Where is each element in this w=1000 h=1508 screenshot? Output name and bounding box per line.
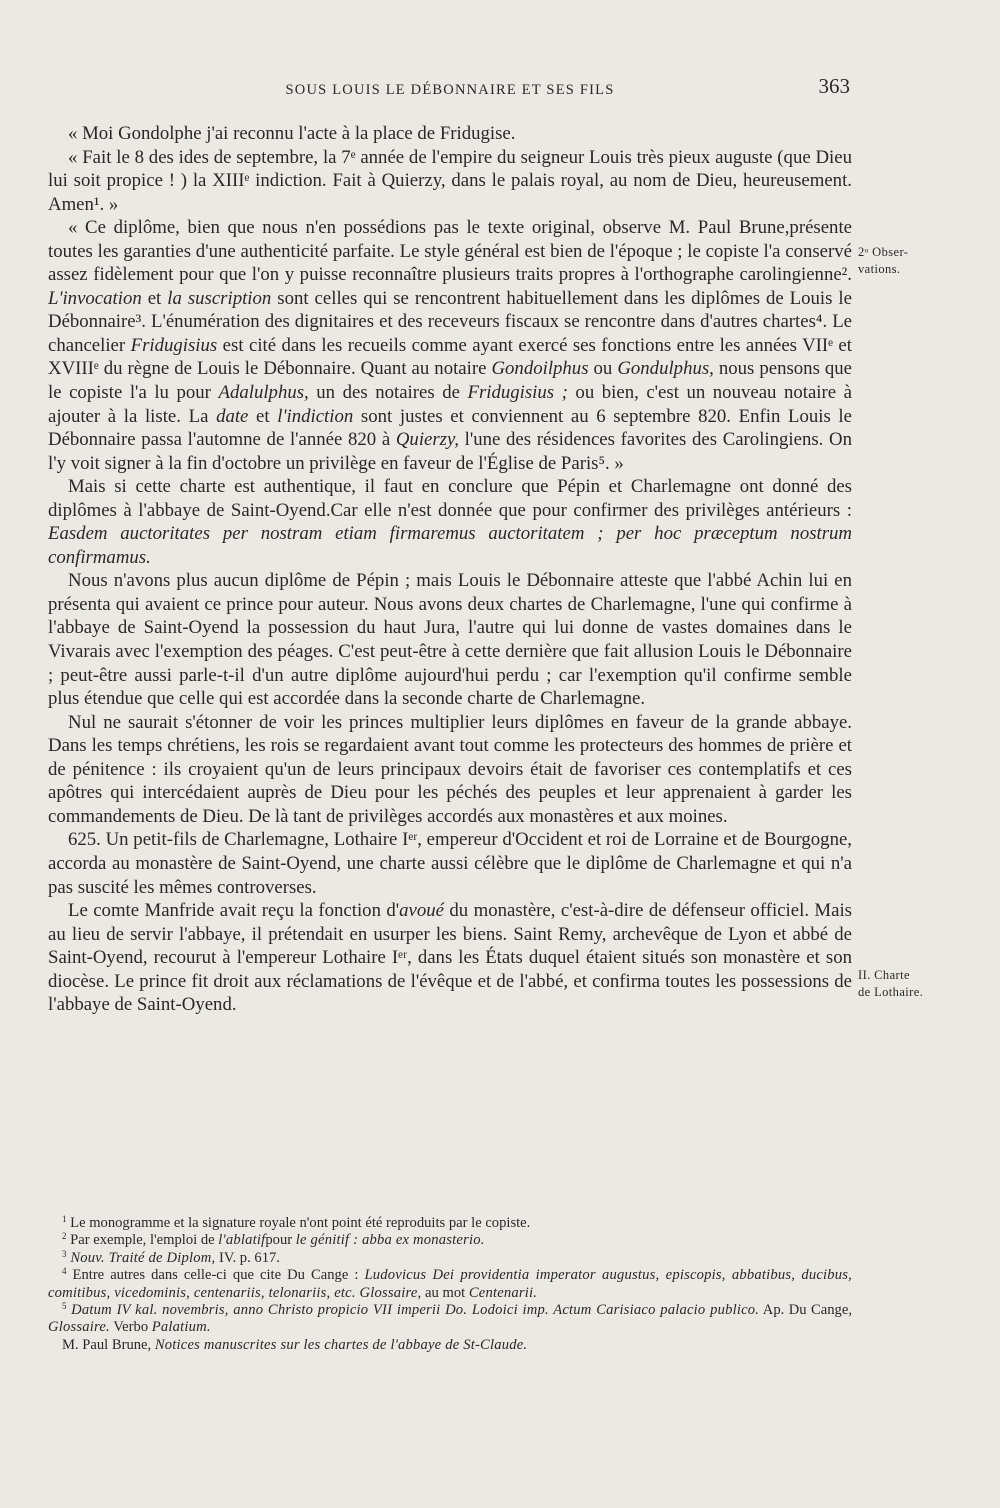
main-text (48, 122, 852, 1017)
paragraph-observations: « Ce diplôme, bien que nous n'en possédions pas le texte original, observe M. Paul Brune,présente toutes les garanties d'une authenticité parfaite. Le style général est bien de l'époque ; le copiste l'a conservé assez fidèlement pour que l'on y puisse reconnaître plusieurs traits propres à l'orthographe carolingienne². L'invocation et la suscription sont celles qui se rencontrent habituellement dans les diplômes de Louis le Débonnaire³. L'énumération des dignitaires et des receveurs fiscaux se rencontre dans d'autres chartes⁴. Le chancelier Fridugisius est cité dans les recueils comme ayant exercé ses fonctions entre les années VIIᵉ et XVIIIᵉ du règne de Louis le Débonnaire. Quant au notaire Gondoilphus ou Gondulphus, nous pensons que le copiste l'a lu pour Adalulphus, un des notaires de Fridugisius ; ou bien, c'est un nouveau notaire à ajouter à la liste. La date et l'indiction sont justes et conviennent au 6 septembre 820. Enfin Louis le Débonnaire passa l'automne de l'année 820 à Quierzy, l'une des résidences favorites des Carolingiens. On l'y voit signer à la fin d'octobre un privilège en faveur de l'Église de Paris⁵. » (48, 217, 853, 474)
footnote-source: M. Paul Brune, Notices manuscrites sur les chartes de l'abbaye de St-Claude. (62, 1336, 528, 1353)
paragraph-princes: Nul ne saurait s'étonner de voir les princes multiplier leurs diplômes en faveur de la grande abbaye. Dans les temps chrétiens, les rois se regardaient avant tout comme les protecteurs des hommes de prière et de pénitence : ils croyaient qu'un de leurs principaux devoirs était de favoriser ces contemplatifs et ces apôtres qui intercédaient auprès de Dieu pour les péchés des peuples et leur apprenaient à garder les commandements de Dieu. De là tant de privilèges accordés aux monastères et aux moines. (48, 711, 852, 827)
footnotes (48, 1215, 852, 1354)
header-title: SOUS LOUIS LE DÉBONNAIRE ET SES FILS (285, 82, 615, 98)
paragraph-authenticity: Mais si cette charte est authentique, il faut en conclure que Pépin et Charlemagne ont donné des diplômes à l'abbaye de Saint-Oyend.Car elle n'est donnée que pour confirmer des privilèges antérieurs : Easdem auctoritates per nostram etiam firmaremus auctoritatem ; per hoc præceptum nostrum confirmamus. (48, 476, 852, 568)
paragraph-625: 625. Un petit-fils de Charlemagne, Lothaire Iᵉʳ, empereur d'Occident et roi de Lorraine et de Bourgogne, accorda au monastère de Saint-Oyend, une charte aussi célèbre que le diplôme de Charlemagne et qui n'a pas suscité les mêmes controverses. (48, 829, 852, 898)
paragraph-pepin: Nous n'avons plus aucun diplôme de Pépin ; mais Louis le Débonnaire atteste que l'abbé Achin lui en présenta qui avaient ce prince pour auteur. Nous avons deux chartes de Charlemagne, l'une qui confirme à l'abbaye de Saint-Oyend la possession du haut Jura, l'autre qui lui donne de vastes domaines dans le Vivarais avec l'exemption des péages. C'est peut-être à cette dernière que fait allusion Louis le Débonnaire ; peut-être aussi parle-t-il d'un autre diplôme aujourd'hui perdu ; car l'exemption qu'il confirme semble plus étendue que celle qui est accordée dans la seconde charte de Charlemagne. (48, 570, 852, 710)
footnote-5: $^5$ Datum IV kal. novembris, anno Christo propicio VII imperii Do. Lodoici imp. Actum Carisiaco palacio publico. Ap. Du Cange, Glossaire. Verbo Palatium. (48, 1301, 852, 1336)
margin-note-charte-lothaire: II. Charte de Lothaire. (858, 968, 924, 999)
paragraph-manfride: Le comte Manfride avait reçu la fonction d'avoué du monastère, c'est-à-dire de défenseur officiel. Mais au lieu de servir l'abbaye, il prétendait en usurper les biens. Saint Remy, archevêque de Lyon et abbé de Saint-Oyend, recourut à l'empereur Lothaire Iᵉʳ, dans les États duquel étaient situés son monastère et son diocèse. Le prince fit droit aux réclamations de l'évêque et de l'abbé, et confirma toutes les possessions de l'abbaye de Saint-Oyend. (48, 900, 852, 1016)
margin-note-observations: 2ᵒ Obser- vations. (858, 245, 909, 276)
paragraph-acte: « Moi Gondolphe j'ai reconnu l'acte à la place de Fridugise. (68, 123, 516, 144)
page-number: 363 (818, 74, 850, 98)
footnote-2: $^2$ Par exemple, l'emploi de l'ablatifpour le génitif : abba ex monasterio. (62, 1231, 485, 1249)
footnote-4: $^4$ Entre autres dans celle-ci que cite Du Cange : Ludovicus Dei providentia imperator augustus, episcopis, abbatibus, ducibus, comitibus, vicedominis, centenariis, telonariis, etc. Glossaire, au mot Centenarii. (48, 1266, 852, 1301)
running-header (48, 74, 852, 104)
footnote-1: $^1$ Le monogramme et la signature royale n'ont point été reproduits par le copiste. (62, 1214, 531, 1231)
paragraph-date: « Fait le 8 des ides de septembre, la 7ᵉ année de l'empire du seigneur Louis très pieux auguste (que Dieu lui soit propice ! ) la XIIIᵉ indiction. Fait à Quierzy, dans le palais royal, au nom de Dieu, heureusement. Amen¹. » (48, 146, 852, 215)
footnote-3: $^3$ Nouv. Traité de Diplom, IV. p. 617. (62, 1248, 280, 1266)
